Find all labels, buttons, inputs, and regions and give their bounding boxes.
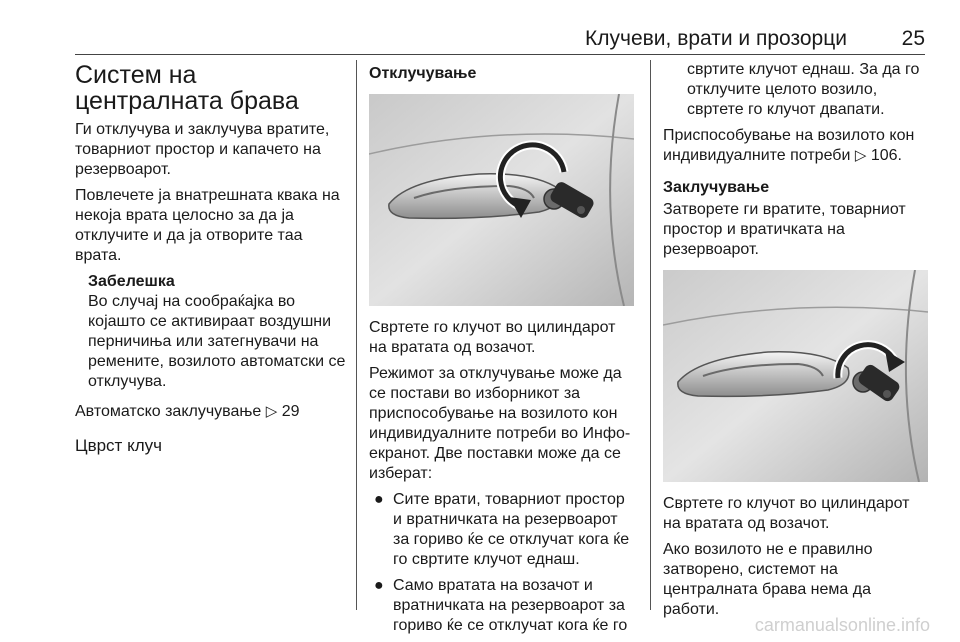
door-handle-key-lock-image <box>663 270 928 482</box>
column-left <box>75 60 350 456</box>
note-title: Забелешка <box>88 273 175 290</box>
cross-reference-text: Приспособување на возилото кон индивидуалните потреби <box>663 127 915 164</box>
bullet-text: Сите врати, товарниот простор и вратничката на резервоарот за гориво ќе се отклучат кога ќе го свртите клучот еднаш. <box>393 491 630 568</box>
paragraph: Свртете го клучот во цилиндарот на вратата од возачот. <box>663 495 910 532</box>
section-heading: Систем на централната брава <box>75 61 299 115</box>
page-number: 25 <box>901 27 925 50</box>
paragraph: Свртете го клучот во цилиндарот на вратата од возачот. <box>369 319 616 356</box>
column-divider <box>356 60 357 610</box>
page-reference-arrow-icon: ▷ <box>265 403 278 420</box>
note-text: Во случај на сообраќајка во којашто се активираат воздушни перничиња или затегнувачи на ремените, возилото автоматски се отклучува. <box>88 293 346 390</box>
page-reference-arrow-icon: ▷ <box>854 147 867 164</box>
bullet-dot-icon: ● <box>374 577 384 594</box>
bullet-item <box>369 576 635 636</box>
subsection-heading: Заклучување <box>663 179 770 196</box>
paragraph: Повлечете ја внатрешната квака на некоја врата целосно за да ја отклучите и да ја отворите таа врата. <box>75 187 340 264</box>
bullet-dot-icon: ● <box>374 491 384 508</box>
column-divider <box>650 60 651 610</box>
door-handle-lock-illustration <box>663 270 928 482</box>
column-right <box>663 60 927 626</box>
page-header-title: Клучеви, врати и прозорци <box>585 27 847 50</box>
cross-reference-page: 29 <box>281 403 300 420</box>
paragraph: Ги отклучува и заклучува вратите, товарниот простор и капачето на резервоарот. <box>75 121 330 178</box>
cross-reference-text: Автоматско заклучување <box>75 403 262 420</box>
subsection-heading: Отклучување <box>369 65 477 82</box>
paragraph: Затворете ги вратите, товарниот простор и вратичката на резервоарот. <box>663 201 906 258</box>
bullet-item <box>369 490 635 570</box>
door-handle-unlock-illustration <box>369 94 634 306</box>
note-box <box>88 272 350 392</box>
cross-reference[interactable] <box>75 402 350 422</box>
cross-reference[interactable] <box>663 126 927 166</box>
door-handle-key-unlock-image <box>369 94 634 306</box>
paragraph: Ако возилото не е правилно затворено, системот на централната брава нема да работи. <box>663 541 873 618</box>
watermark: carmanualsonline.info <box>754 615 930 635</box>
bullet-text: Само вратата на возачот и вратничката на резервоарот за гориво ќе се отклучат кога ќе го <box>393 577 628 634</box>
bullet-continuation: свртите клучот еднаш. За да го отклучите целото возило, свртете го клучот двапати. <box>687 61 920 118</box>
paragraph: Режимот за отклучување може да се постави во изборникот за приспособување на возилото кон индивидуалните потреби во Инфо-екранот. Две поставки може да се изберат: <box>369 365 631 482</box>
cross-reference-page: 106. <box>870 147 902 164</box>
column-middle <box>369 60 635 642</box>
subsection-heading: Цврст клуч <box>75 436 162 455</box>
page-header <box>75 18 925 55</box>
